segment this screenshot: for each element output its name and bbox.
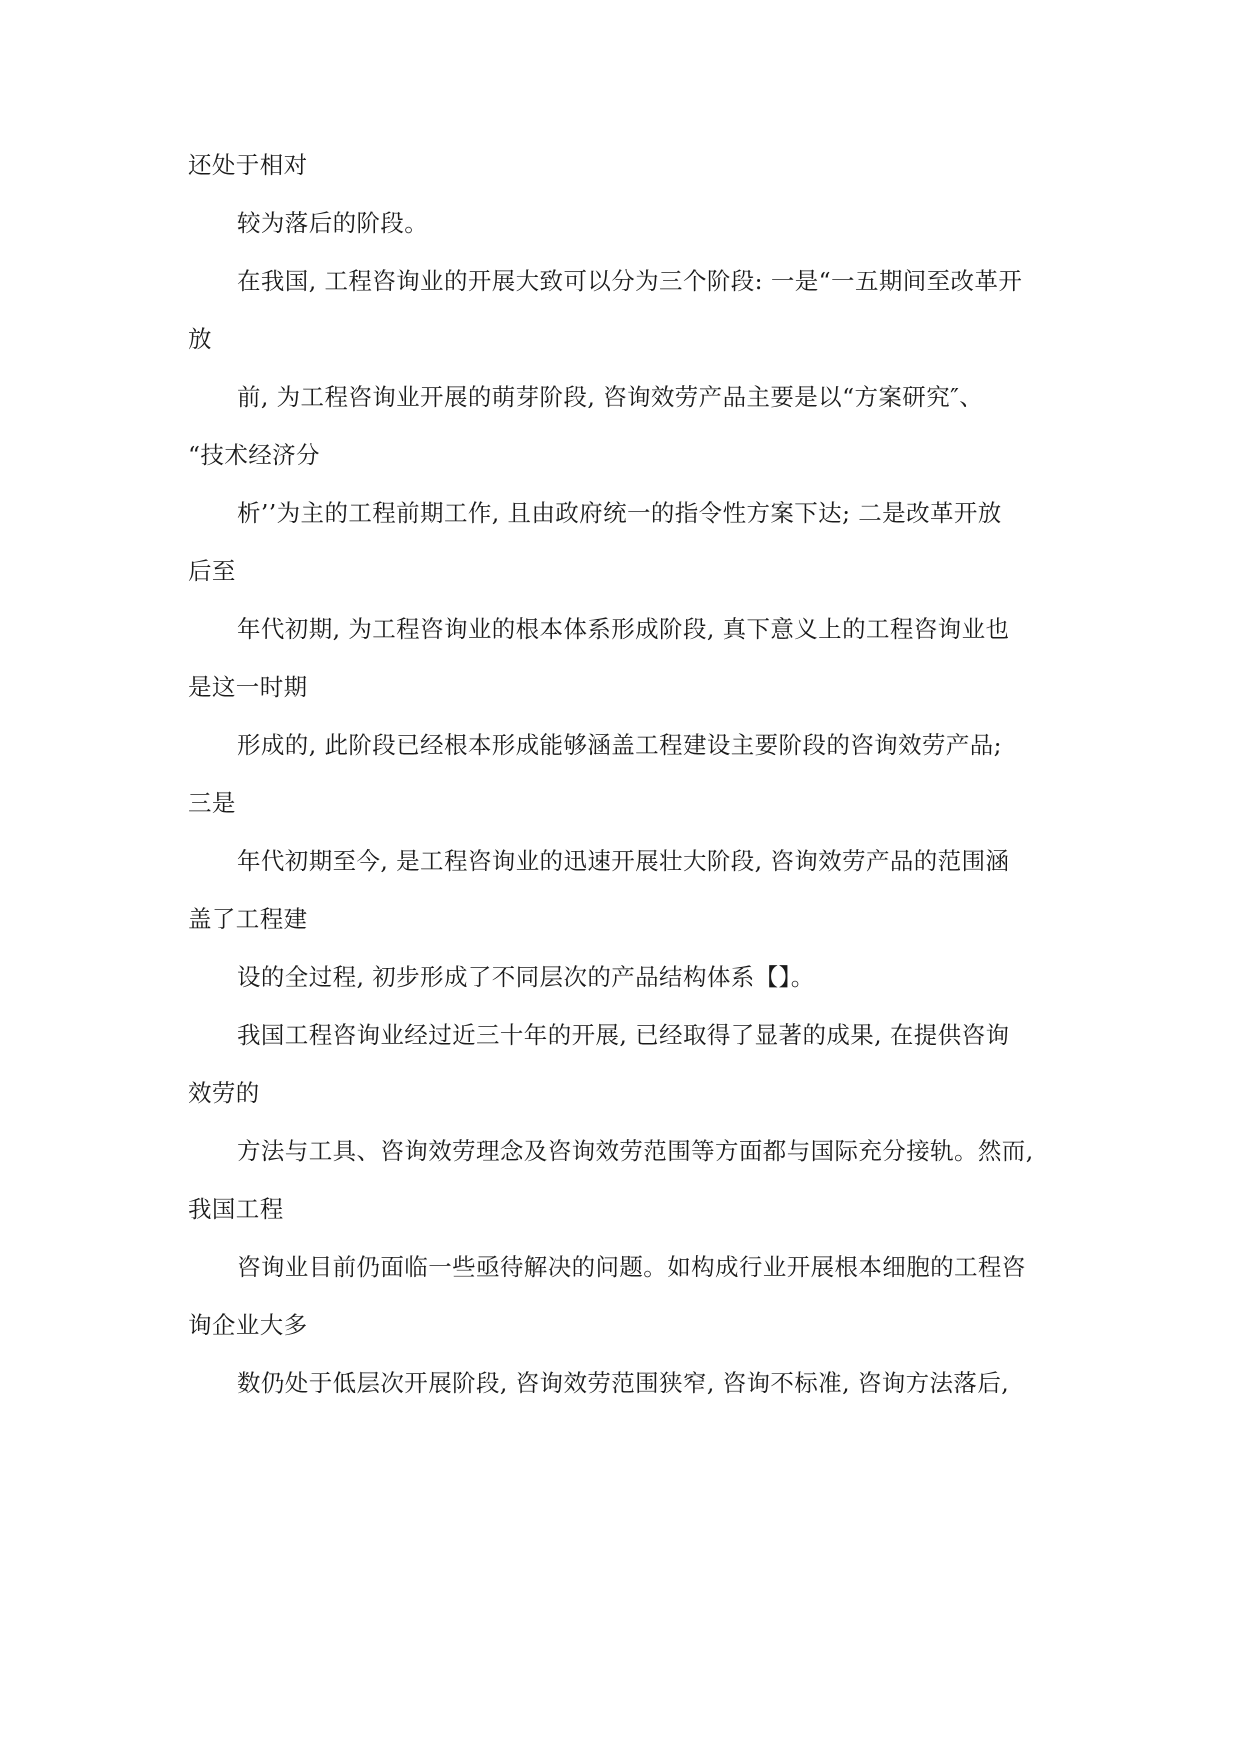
text-line: 后至 — [188, 557, 236, 585]
text-line: 方法与工具、咨询效劳理念及咨询效劳范围等方面都与国际充分接轨。然而, — [237, 1137, 1034, 1165]
text-line: 设的全过程, 初步形成了不同层次的产品结构体系【】。 — [237, 963, 815, 991]
text-line: 前, 为工程咨询业开展的萌芽阶段, 咨询效劳产品主要是以“方案研究″、 — [237, 383, 984, 411]
text-line: 较为落后的阶段。 — [237, 209, 429, 237]
text-line: 三是 — [188, 789, 236, 817]
text-line: 询企业大多 — [188, 1311, 308, 1339]
text-line: “技术经济分 — [188, 441, 320, 469]
text-line: 是这一时期 — [188, 673, 308, 701]
text-line: 析’’为主的工程前期工作, 且由政府统一的指令性方案下达; 二是改革开放 — [237, 499, 1002, 527]
text-line: 咨询业目前仍面临一些亟待解决的问题。如构成行业开展根本细胞的工程咨 — [237, 1253, 1026, 1281]
text-line: 盖了工程建 — [188, 905, 308, 933]
text-line: 我国工程咨询业经过近三十年的开展, 已经取得了显著的成果, 在提供咨询 — [237, 1021, 1010, 1049]
text-line: 年代初期至今, 是工程咨询业的迅速开展壮大阶段, 咨询效劳产品的范围涵 — [237, 847, 1010, 875]
text-line: 效劳的 — [188, 1079, 260, 1107]
text-line: 在我国, 工程咨询业的开展大致可以分为三个阶段: 一是“一五期间至改革开 — [237, 267, 1023, 295]
text-line: 数仍处于低层次开展阶段, 咨询效劳范围狭窄, 咨询不标准, 咨询方法落后, — [237, 1369, 1010, 1397]
text-line: 年代初期, 为工程咨询业的根本体系形成阶段, 真下意义上的工程咨询业也 — [237, 615, 1010, 643]
text-line: 形成的, 此阶段已经根本形成能够涵盖工程建设主要阶段的咨询效劳产品; — [237, 731, 1002, 759]
text-line: 我国工程 — [188, 1195, 284, 1223]
text-line: 还处于相对 — [188, 151, 308, 179]
text-line: 放 — [188, 325, 212, 353]
